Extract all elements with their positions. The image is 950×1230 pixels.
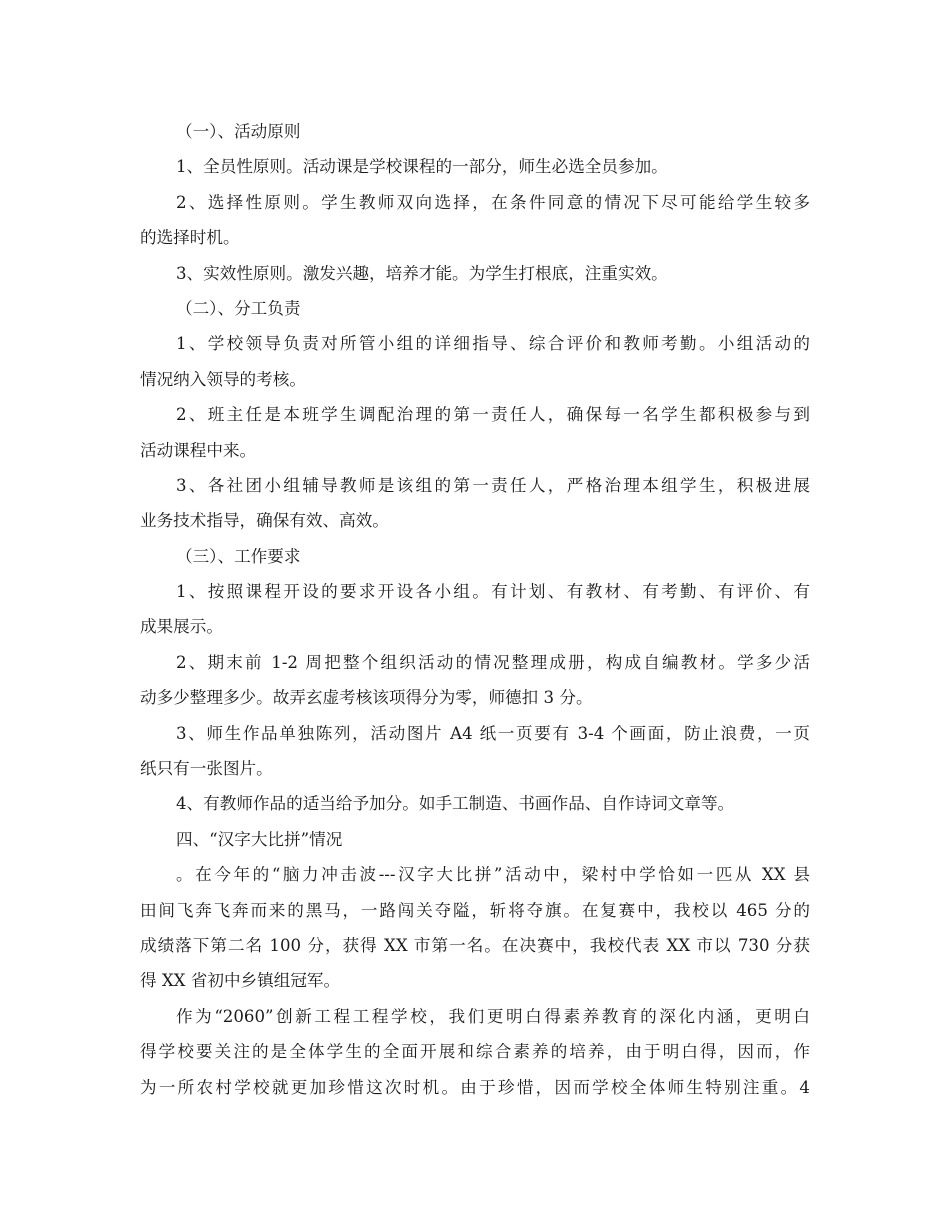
paragraph-line: 田间飞奔飞奔而来的黑马，一路闯关夺隘，斩将夺旗。在复赛中，我校以 465 分的 <box>140 900 810 920</box>
paragraph-line: 4、有教师作品的适当给予加分。如手工制造、书画作品、自作诗词文章等。 <box>176 794 735 814</box>
paragraph-line: 。在今年的“脑力冲击波---汉字大比拼”活动中，梁村中学恰如一匹从 XX 县 <box>176 865 810 885</box>
section-heading-principles: （一）、活动原则 <box>176 122 301 141</box>
paragraph-line: 成绩落下第二名 100 分，获得 XX 市第一名。在决赛中，我校代表 XX 市以 730 分获 <box>140 935 810 955</box>
paragraph-line: 活动课程中来。 <box>140 440 257 460</box>
paragraph-line: 成果展示。 <box>140 617 223 637</box>
paragraph-line: 2、期末前 1-2 周把整个组织活动的情况整理成册，构成自编教材。学多少活 <box>176 652 810 672</box>
paragraph-line: 3、师生作品单独陈列，活动图片 A4 纸一页要有 3-4 个画面，防止浪费，一页 <box>176 723 810 743</box>
section-heading-hanzi-contest: 四、“汉字大比拼”情况 <box>176 829 343 849</box>
section-heading-requirements: （三）、工作要求 <box>176 546 301 566</box>
paragraph-line: 动多少整理多少。故弄玄虚考核该项得分为零，师德扣 3 分。 <box>140 688 593 708</box>
paragraph-line: 为一所农村学校就更加珍惜这次时机。由于珍惜，因而学校全体师生特别注重。4 <box>140 1077 810 1097</box>
paragraph-line: 2、班主任是本班学生调配治理的第一责任人，确保每一名学生都积极参与到 <box>176 405 810 425</box>
document-body <box>140 114 810 1105</box>
paragraph-line: 1、全员性原则。活动课是学校课程的一部分，师生必选全员参加。 <box>176 157 668 177</box>
paragraph-line: 1、学校领导负责对所管小组的详细指导、综合评价和教师考勤。小组活动的 <box>176 334 810 354</box>
paragraph-line: 3、各社团小组辅导教师是该组的第一责任人，严格治理本组学生，积极进展 <box>176 475 810 495</box>
paragraph-line: 纸只有一张图片。 <box>140 759 273 779</box>
paragraph-line: 的选择时机。 <box>140 228 240 248</box>
paragraph-line: 业务技术指导，确保有效、高效。 <box>140 511 389 531</box>
paragraph-line: 1、按照课程开设的要求开设各小组。有计划、有教材、有考勤、有评价、有 <box>176 582 810 602</box>
paragraph-line: 得 XX 省初中乡镇组冠军。 <box>140 971 341 991</box>
section-heading-division: （二）、分工负责 <box>176 298 301 318</box>
paragraph-line: 3、实效性原则。激发兴趣，培养才能。为学生打根底，注重实效。 <box>176 263 668 283</box>
paragraph-line: 作为“2060”创新工程工程学校，我们更明白得素养教育的深化内涵，更明白 <box>176 1006 810 1026</box>
paragraph-line: 情况纳入领导的考核。 <box>140 369 306 389</box>
paragraph-line: 2、选择性原则。学生教师双向选择，在条件同意的情况下尽可能给学生较多 <box>176 192 810 212</box>
paragraph-line: 得学校要关注的是全体学生的全面开展和综合素养的培养，由于明白得，因而，作 <box>140 1042 810 1062</box>
